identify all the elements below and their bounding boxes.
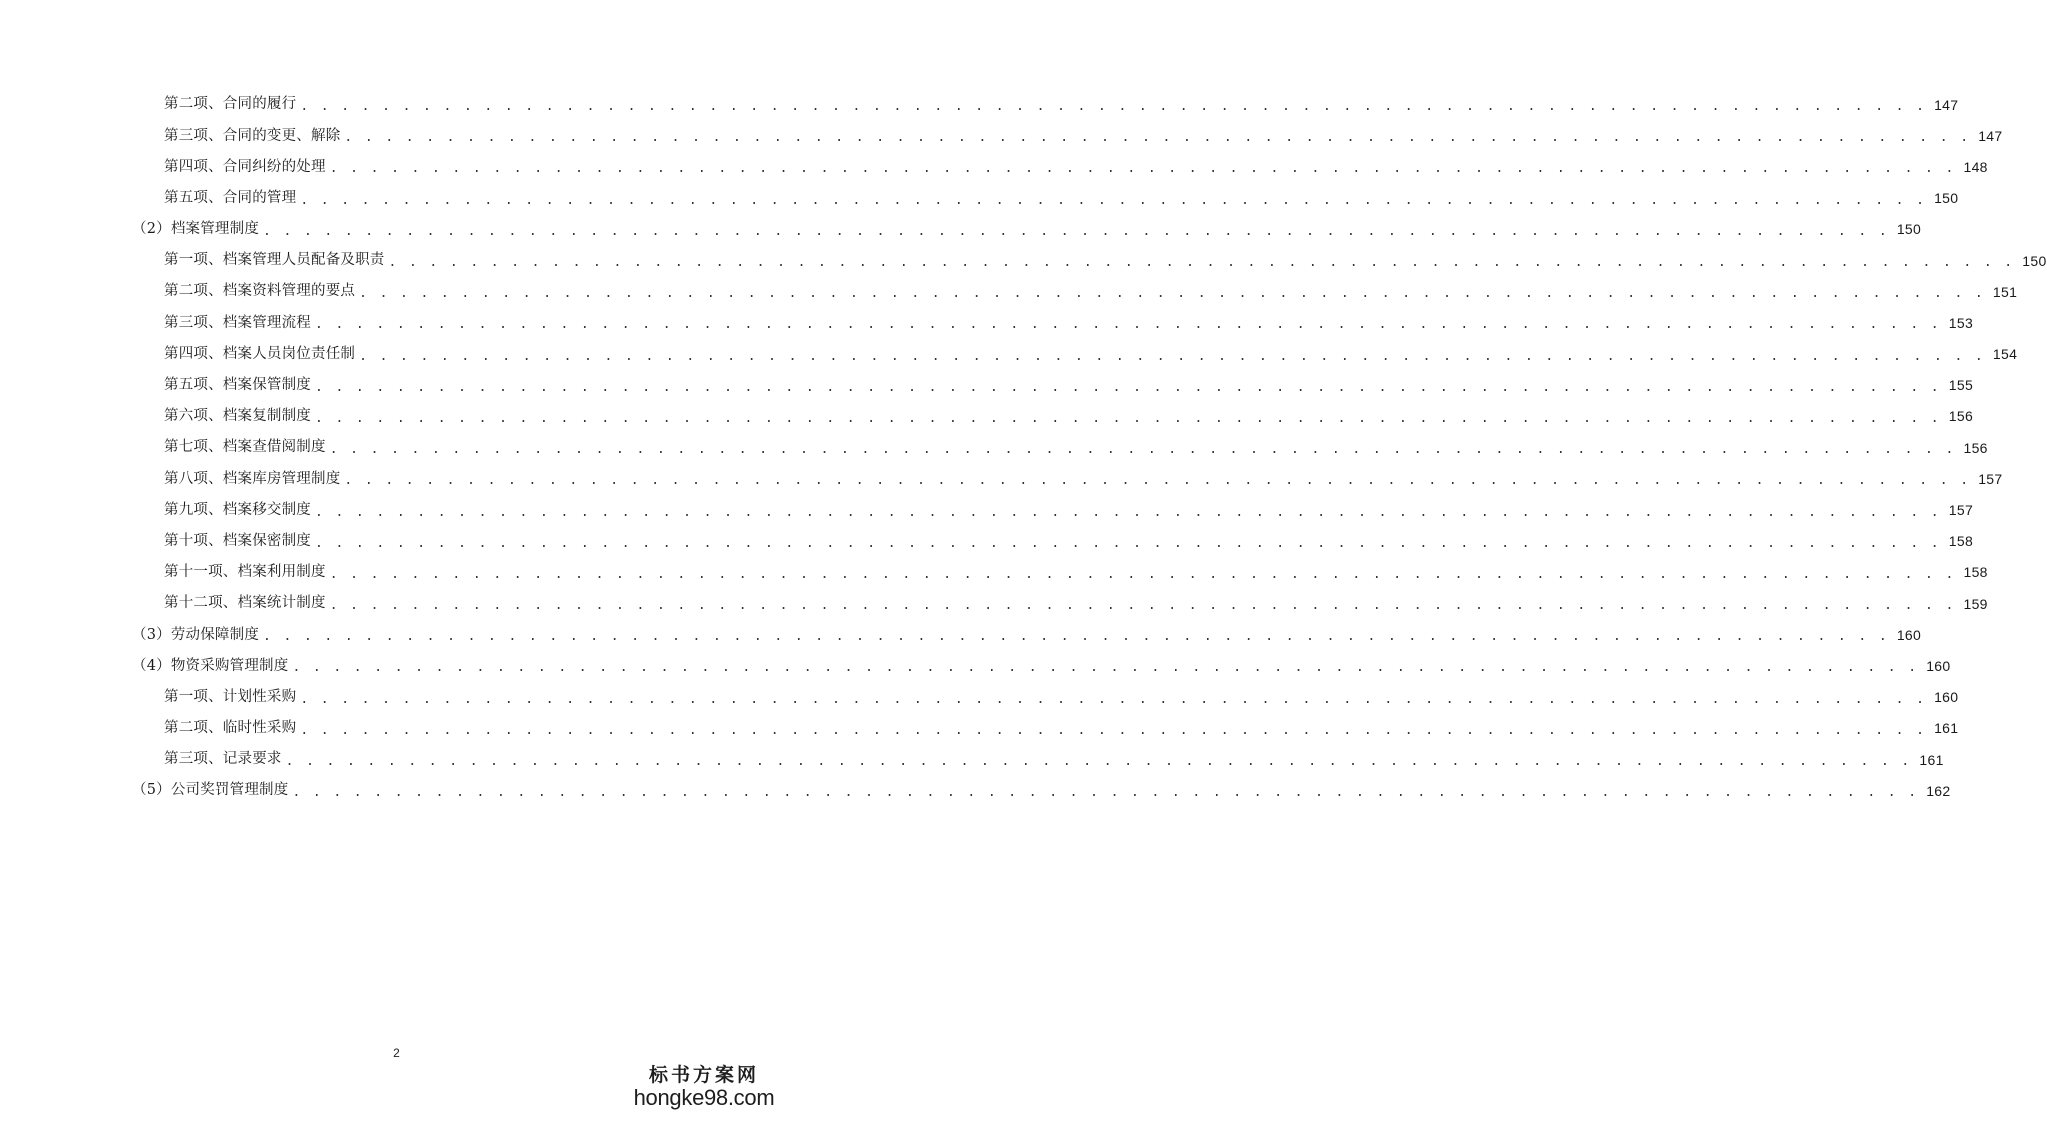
toc-dot-leader: . . . . . . . . . . . . . . . . . . . . . . . . . . . . . . . . . . . . . . . . . . . . . . . . . . . . . . . . . . . . . . . . . . . . . . . . . . . . . . . .: [388, 255, 2015, 271]
toc-entry[interactable]: [0, 526, 1974, 557]
toc-entry-title: 第十二项、档案统计制度: [164, 595, 326, 612]
toc-entry[interactable]: [0, 245, 2047, 276]
toc-entry-title: （4）物资采购管理制度: [132, 657, 289, 674]
toc-entry-page-number: 148: [1963, 158, 1988, 175]
toc-entry-page-number: 158: [1948, 533, 1974, 550]
toc-entry-title: 第六项、档案复制制度: [164, 408, 311, 425]
toc-entry-title: 第一项、档案管理人员配备及职责: [164, 252, 385, 269]
toc-entry-page-number: 156: [1948, 408, 1974, 425]
toc-entry-page-number: 160: [1896, 626, 1922, 643]
toc-dot-leader: . . . . . . . . . . . . . . . . . . . . . . . . . . . . . . . . . . . . . . . . . . . . . . . . . . . . . . . . . . . . . . . . . . . . . . . . . . . . . . . .: [263, 629, 1890, 645]
toc-entry-page-number: 161: [1934, 720, 1959, 737]
toc-entry-title: 第二项、档案资料管理的要点: [164, 283, 356, 300]
toc-entry-page-number: 153: [1948, 314, 1974, 331]
toc-entry[interactable]: [0, 557, 1988, 588]
toc-entry[interactable]: [0, 744, 1944, 775]
toc-entry-title: 第三项、记录要求: [164, 751, 282, 768]
toc-dot-leader: . . . . . . . . . . . . . . . . . . . . . . . . . . . . . . . . . . . . . . . . . . . . . . . . . . . . . . . . . . . . . . . . . . . . . . . . . . . . . . . .: [292, 660, 1919, 676]
toc-entry-page-number: 150: [1934, 190, 1959, 207]
toc-entry[interactable]: [0, 588, 1988, 619]
toc-entry-page-number: 150: [2022, 252, 2047, 269]
toc-entry[interactable]: [0, 619, 1922, 650]
toc-entry-title: 第九项、档案移交制度: [164, 501, 311, 518]
toc-dot-leader: . . . . . . . . . . . . . . . . . . . . . . . . . . . . . . . . . . . . . . . . . . . . . . . . . . . . . . . . . . . . . . . . . . . . . . . . . . . . . . . .: [300, 691, 1927, 707]
toc-dot-leader: . . . . . . . . . . . . . . . . . . . . . . . . . . . . . . . . . . . . . . . . . . . . . . . . . . . . . . . . . . . . . . . . . . . . . . . . . . . . . . . .: [315, 379, 1942, 395]
toc-dot-leader: . . . . . . . . . . . . . . . . . . . . . . . . . . . . . . . . . . . . . . . . . . . . . . . . . . . . . . . . . . . . . . . . . . . . . . . . . . . . . . . .: [329, 566, 1956, 582]
toc-entry[interactable]: [0, 463, 2003, 494]
toc-entry-page-number: 158: [1963, 564, 1988, 581]
toc-dot-leader: . . . . . . . . . . . . . . . . . . . . . . . . . . . . . . . . . . . . . . . . . . . . . . . . . . . . . . . . . . . . . . . . . . . . . . . . . . . . . . . .: [329, 161, 1956, 177]
toc-entry-title: 第二项、合同的履行: [164, 96, 297, 113]
toc-dot-leader: . . . . . . . . . . . . . . . . . . . . . . . . . . . . . . . . . . . . . . . . . . . . . . . . . . . . . . . . . . . . . . . . . . . . . . . . . . . . . . . .: [359, 286, 1986, 302]
toc-entry-page-number: 160: [1934, 689, 1959, 706]
toc-entry-page-number: 155: [1948, 377, 1974, 394]
watermark-chinese-text: 标书方案网: [648, 1063, 759, 1086]
toc-entry-title: 第三项、档案管理流程: [164, 314, 311, 331]
toc-dot-leader: . . . . . . . . . . . . . . . . . . . . . . . . . . . . . . . . . . . . . . . . . . . . . . . . . . . . . . . . . . . . . . . . . . . . . . . . . . . . . . . .: [285, 754, 1912, 770]
toc-entry-page-number: 156: [1963, 439, 1988, 456]
toc-dot-leader: . . . . . . . . . . . . . . . . . . . . . . . . . . . . . . . . . . . . . . . . . . . . . . . . . . . . . . . . . . . . . . . . . . . . . . . . . . . . . . . .: [300, 722, 1927, 738]
toc-entry[interactable]: [0, 775, 1951, 806]
toc-dot-leader: . . . . . . . . . . . . . . . . . . . . . . . . . . . . . . . . . . . . . . . . . . . . . . . . . . . . . . . . . . . . . . . . . . . . . . . . . . . . . . . .: [300, 99, 1927, 115]
toc-dot-leader: . . . . . . . . . . . . . . . . . . . . . . . . . . . . . . . . . . . . . . . . . . . . . . . . . . . . . . . . . . . . . . . . . . . . . . . . . . . . . . . .: [292, 785, 1919, 801]
toc-entry-title: 第十一项、档案利用制度: [164, 564, 326, 581]
toc-entry[interactable]: [0, 401, 1974, 432]
toc-entry-page-number: 151: [1992, 283, 2018, 300]
toc-entry-page-number: 157: [1948, 502, 1974, 519]
toc-entry-page-number: 147: [1978, 127, 2003, 144]
toc-entry[interactable]: [0, 120, 2003, 151]
table-of-contents: [0, 89, 2047, 806]
toc-dot-leader: . . . . . . . . . . . . . . . . . . . . . . . . . . . . . . . . . . . . . . . . . . . . . . . . . . . . . . . . . . . . . . . . . . . . . . . . . . . . . . . .: [263, 223, 1890, 239]
toc-entry-page-number: 159: [1963, 595, 1988, 612]
toc-dot-leader: . . . . . . . . . . . . . . . . . . . . . . . . . . . . . . . . . . . . . . . . . . . . . . . . . . . . . . . . . . . . . . . . . . . . . . . . . . . . . . . .: [315, 317, 1942, 333]
toc-entry-title: （5）公司奖罚管理制度: [132, 782, 289, 799]
toc-entry-title: 第五项、合同的管理: [164, 189, 297, 206]
toc-entry-title: 第三项、合同的变更、解除: [164, 127, 341, 144]
toc-dot-leader: . . . . . . . . . . . . . . . . . . . . . . . . . . . . . . . . . . . . . . . . . . . . . . . . . . . . . . . . . . . . . . . . . . . . . . . . . . . . . . . .: [344, 473, 1971, 489]
toc-entry-page-number: 160: [1926, 657, 1951, 674]
toc-entry[interactable]: [0, 89, 1959, 120]
page-number: 2: [393, 1046, 400, 1060]
toc-entry-title: 第一项、计划性采购: [164, 688, 297, 705]
toc-entry[interactable]: [0, 682, 1959, 713]
toc-entry-page-number: 162: [1926, 782, 1951, 799]
toc-entry-page-number: 154: [1992, 346, 2018, 363]
toc-entry[interactable]: [0, 183, 1959, 214]
toc-dot-leader: . . . . . . . . . . . . . . . . . . . . . . . . . . . . . . . . . . . . . . . . . . . . . . . . . . . . . . . . . . . . . . . . . . . . . . . . . . . . . . . .: [315, 504, 1942, 520]
toc-entry-page-number: 150: [1896, 221, 1922, 238]
toc-entry-page-number: 161: [1919, 751, 1944, 768]
toc-dot-leader: . . . . . . . . . . . . . . . . . . . . . . . . . . . . . . . . . . . . . . . . . . . . . . . . . . . . . . . . . . . . . . . . . . . . . . . . . . . . . . . .: [344, 130, 1971, 146]
toc-entry[interactable]: [0, 214, 1922, 245]
toc-entry[interactable]: [0, 276, 2018, 307]
toc-entry-page-number: 147: [1934, 96, 1959, 113]
toc-dot-leader: . . . . . . . . . . . . . . . . . . . . . . . . . . . . . . . . . . . . . . . . . . . . . . . . . . . . . . . . . . . . . . . . . . . . . . . . . . . . . . . .: [315, 410, 1942, 426]
toc-entry-title: 第四项、合同纠纷的处理: [164, 158, 326, 175]
toc-entry-page-number: 157: [1978, 470, 2003, 487]
toc-entry-title: （3）劳动保障制度: [132, 626, 260, 643]
toc-dot-leader: . . . . . . . . . . . . . . . . . . . . . . . . . . . . . . . . . . . . . . . . . . . . . . . . . . . . . . . . . . . . . . . . . . . . . . . . . . . . . . . .: [329, 442, 1956, 458]
toc-entry[interactable]: [0, 151, 1988, 182]
watermark-domain-text: hongke98.com: [633, 1084, 775, 1110]
watermark-logo: [629, 1065, 779, 1110]
toc-entry[interactable]: [0, 713, 1959, 744]
toc-entry-title: 第二项、临时性采购: [164, 720, 297, 737]
toc-entry[interactable]: [0, 339, 2018, 370]
toc-dot-leader: . . . . . . . . . . . . . . . . . . . . . . . . . . . . . . . . . . . . . . . . . . . . . . . . . . . . . . . . . . . . . . . . . . . . . . . . . . . . . . . .: [300, 192, 1927, 208]
toc-entry[interactable]: [0, 494, 1974, 525]
toc-entry[interactable]: [0, 370, 1974, 401]
toc-entry-title: 第七项、档案查借阅制度: [164, 439, 326, 456]
toc-dot-leader: . . . . . . . . . . . . . . . . . . . . . . . . . . . . . . . . . . . . . . . . . . . . . . . . . . . . . . . . . . . . . . . . . . . . . . . . . . . . . . . .: [359, 348, 1986, 364]
toc-dot-leader: . . . . . . . . . . . . . . . . . . . . . . . . . . . . . . . . . . . . . . . . . . . . . . . . . . . . . . . . . . . . . . . . . . . . . . . . . . . . . . . .: [329, 598, 1956, 614]
toc-entry[interactable]: [0, 432, 1988, 463]
toc-entry[interactable]: [0, 307, 1974, 338]
toc-entry[interactable]: [0, 650, 1951, 681]
toc-entry-title: 第四项、档案人员岗位责任制: [164, 345, 356, 362]
toc-entry-title: 第十项、档案保密制度: [164, 532, 311, 549]
toc-entry-title: 第八项、档案库房管理制度: [164, 470, 341, 487]
toc-entry-title: 第五项、档案保管制度: [164, 377, 311, 394]
toc-dot-leader: . . . . . . . . . . . . . . . . . . . . . . . . . . . . . . . . . . . . . . . . . . . . . . . . . . . . . . . . . . . . . . . . . . . . . . . . . . . . . . . .: [315, 535, 1942, 551]
toc-entry-title: （2）档案管理制度: [132, 221, 260, 238]
